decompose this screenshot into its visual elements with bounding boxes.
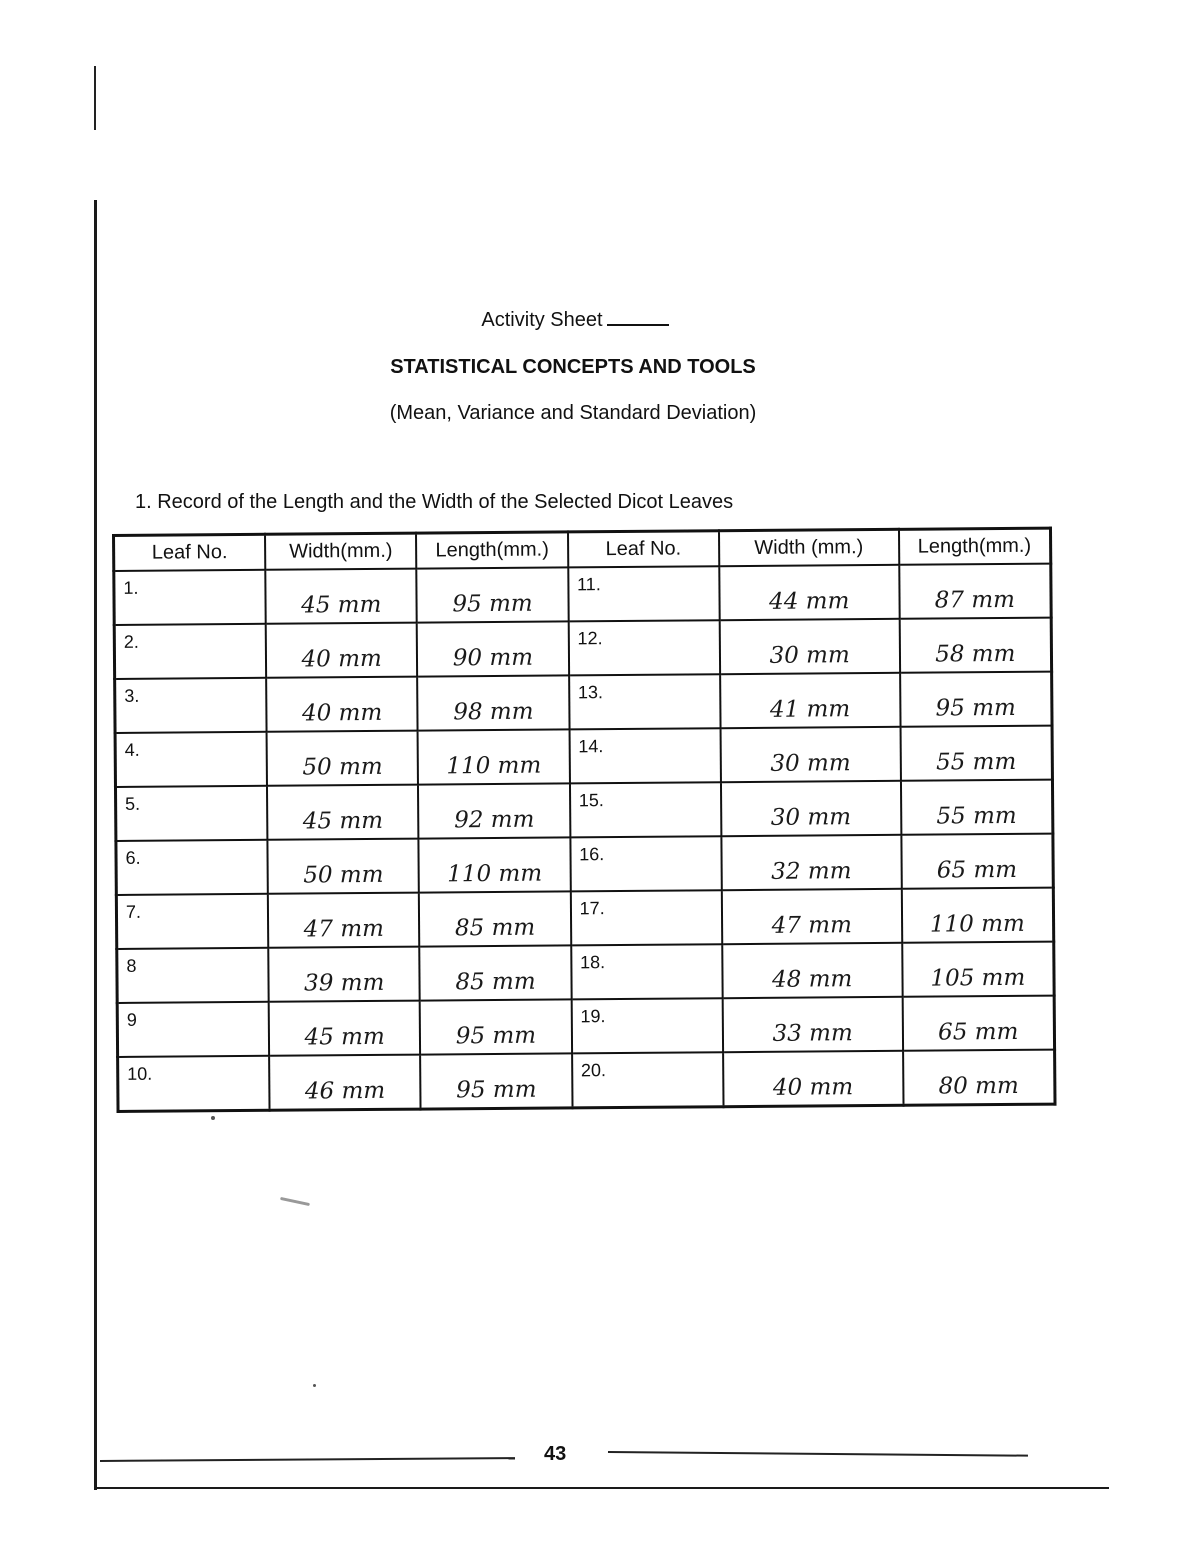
- length-value: 80 mm: [903, 1050, 1055, 1106]
- page-edge-bottom: [94, 1487, 1109, 1489]
- instruction-text: 1. Record of the Length and the Width of the Selected Dicot Leaves: [135, 491, 734, 513]
- scan-mark: [94, 66, 96, 130]
- length-value: 95 mm: [420, 999, 572, 1054]
- table-row: [114, 564, 1051, 625]
- leaf-number: 15.: [570, 782, 722, 837]
- leaf-number: 20.: [572, 1052, 724, 1108]
- width-value: 47 mm: [268, 893, 420, 948]
- length-value: 55 mm: [900, 726, 1052, 781]
- length-value: 58 mm: [899, 618, 1051, 673]
- length-value: 95 mm: [900, 672, 1052, 727]
- table-row: [116, 888, 1053, 949]
- width-value: 45 mm: [267, 785, 419, 840]
- header-length: Length(mm.): [416, 532, 568, 569]
- length-value: 65 mm: [902, 996, 1054, 1051]
- header-leaf-no: Leaf No.: [114, 534, 266, 571]
- length-value: 110 mm: [418, 729, 570, 784]
- width-value: 30 mm: [721, 781, 901, 836]
- length-value: 55 mm: [901, 780, 1053, 835]
- leaf-number: 13.: [569, 674, 721, 729]
- length-value: 90 mm: [417, 621, 569, 676]
- table-row: [116, 834, 1053, 895]
- leaf-number: 10.: [118, 1056, 270, 1112]
- width-value: 48 mm: [722, 943, 902, 998]
- length-value: 110 mm: [419, 837, 571, 892]
- scan-speck: [313, 1384, 316, 1387]
- length-value: 110 mm: [901, 888, 1053, 943]
- width-value: 44 mm: [719, 565, 899, 620]
- leaf-number: 19.: [571, 998, 723, 1053]
- header-length-2: Length(mm.): [899, 528, 1051, 565]
- activity-sheet-label: Activity Sheet: [481, 309, 603, 331]
- width-value: 40 mm: [723, 1051, 903, 1107]
- page-subheading: (Mean, Variance and Standard Deviation): [389, 402, 757, 424]
- table-row: [115, 726, 1052, 787]
- footer-rule-left: [100, 1457, 515, 1462]
- activity-sheet-title: [0, 309, 1150, 332]
- page-heading: STATISTICAL CONCEPTS AND TOOLS: [390, 356, 756, 378]
- header-leaf-no-2: Leaf No.: [568, 531, 719, 568]
- scan-speck: [280, 1197, 310, 1206]
- length-value: 87 mm: [899, 564, 1051, 619]
- leaf-number: 11.: [568, 566, 720, 621]
- leaf-number: 8: [117, 948, 269, 1003]
- leaf-number: 16.: [570, 836, 722, 891]
- length-value: 85 mm: [420, 945, 572, 1000]
- width-value: 40 mm: [266, 623, 418, 678]
- width-value: 41 mm: [720, 673, 900, 728]
- header-width: Width(mm.): [265, 533, 416, 570]
- width-value: 47 mm: [722, 889, 902, 944]
- table-row: [117, 942, 1054, 1003]
- leaf-number: 6.: [116, 840, 268, 895]
- length-value: 95 mm: [417, 567, 569, 622]
- width-value: 50 mm: [268, 839, 420, 894]
- width-value: 33 mm: [722, 997, 902, 1052]
- leaf-measurement-table: [112, 527, 1057, 1113]
- table-row: [117, 996, 1054, 1057]
- width-value: 40 mm: [266, 677, 418, 732]
- table-row: [114, 618, 1051, 679]
- leaf-number: 17.: [570, 890, 722, 945]
- width-value: 50 mm: [267, 731, 419, 786]
- table-row: [118, 1050, 1055, 1112]
- width-value: 39 mm: [268, 947, 420, 1002]
- activity-number-blank: [607, 310, 669, 326]
- footer-rule-right: [608, 1451, 1028, 1457]
- width-value: 45 mm: [269, 1001, 421, 1056]
- table-row: [115, 780, 1052, 841]
- page-number: 43: [544, 1443, 567, 1465]
- width-value: 32 mm: [721, 835, 901, 890]
- leaf-number: 4.: [115, 732, 267, 787]
- width-value: 30 mm: [719, 619, 899, 674]
- table-row: [115, 672, 1052, 733]
- leaf-number: 18.: [571, 944, 723, 999]
- scan-speck: [211, 1116, 215, 1120]
- length-value: 105 mm: [902, 942, 1054, 997]
- length-value: 95 mm: [420, 1053, 572, 1109]
- width-value: 30 mm: [720, 727, 900, 782]
- leaf-number: 2.: [114, 624, 266, 679]
- width-value: 46 mm: [269, 1055, 421, 1111]
- leaf-number: 14.: [569, 728, 721, 783]
- page-edge-left: [94, 200, 97, 1490]
- leaf-number: 7.: [116, 894, 268, 949]
- leaf-number: 5.: [115, 786, 267, 841]
- width-value: 45 mm: [265, 569, 417, 624]
- length-value: 85 mm: [419, 891, 571, 946]
- header-width-2: Width (mm.): [719, 529, 899, 566]
- leaf-number: 9: [117, 1002, 269, 1057]
- leaf-number: 1.: [114, 570, 266, 625]
- length-value: 65 mm: [901, 834, 1053, 889]
- length-value: 98 mm: [417, 675, 569, 730]
- length-value: 92 mm: [418, 783, 570, 838]
- leaf-number: 3.: [115, 678, 267, 733]
- leaf-number: 12.: [568, 620, 720, 675]
